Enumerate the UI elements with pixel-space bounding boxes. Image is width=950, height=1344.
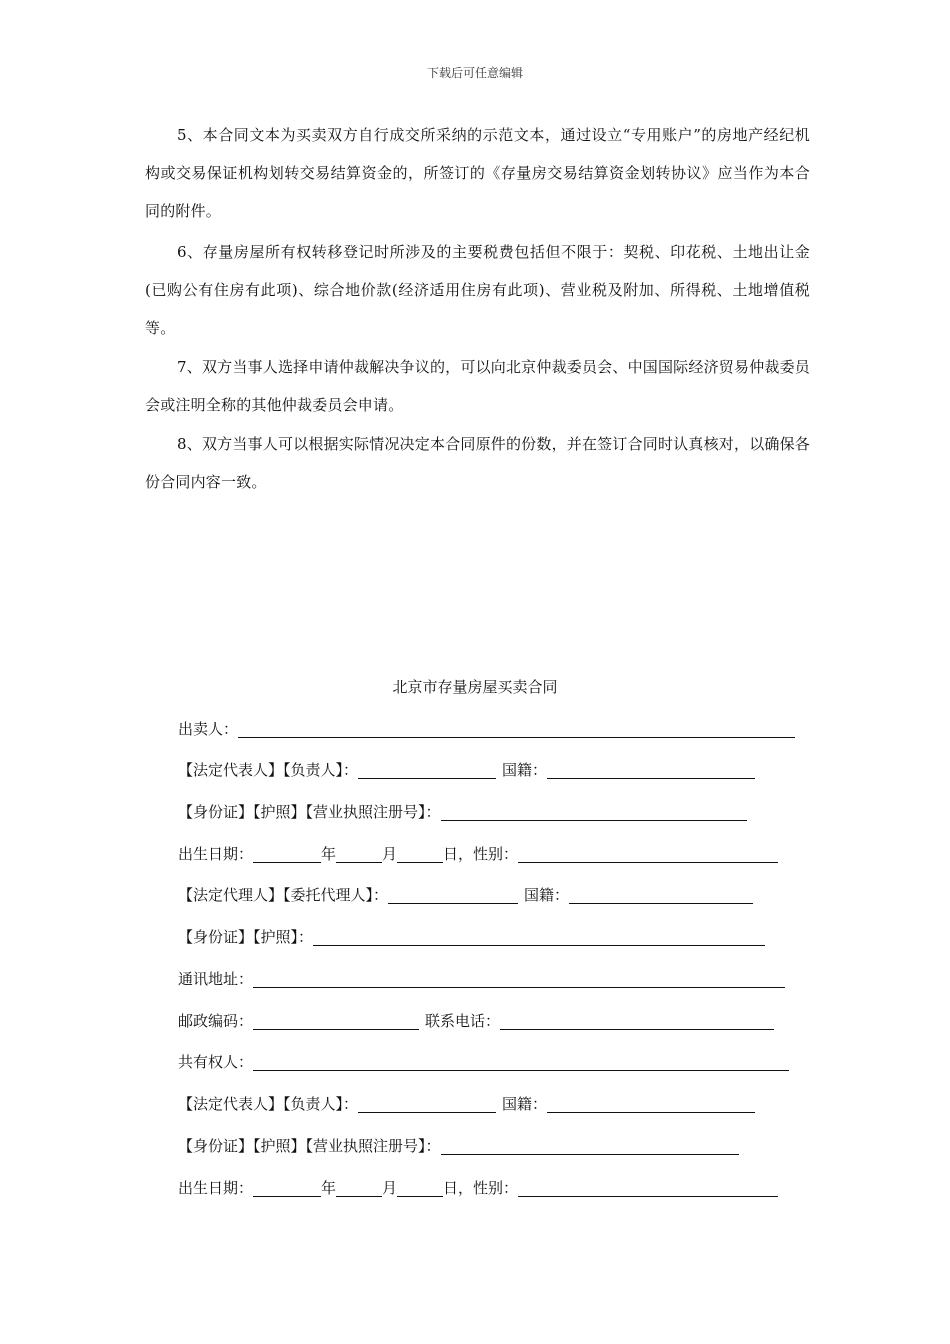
co-owner-label: 共有权人：	[178, 1053, 254, 1071]
co-nationality-label: 国籍：	[502, 1095, 548, 1113]
clause-7: 7、双方当事人选择申请仲裁解决争议的，可以向北京仲裁委员会、中国国际经济贸易仲裁委员会或注明全称的其他仲裁委员会申请。	[145, 358, 810, 414]
seller-id-row	[178, 801, 747, 823]
agent-id-label: 【身份证】【护照】：	[178, 928, 314, 946]
phone-field[interactable]	[500, 1012, 774, 1030]
co-birth-month-field[interactable]	[336, 1179, 382, 1197]
co-id-docs-label: 【身份证】【护照】【营业执照注册号】：	[178, 1137, 441, 1155]
clause-5: 5、本合同文本为买卖双方自行成交所采纳的示范文本，通过设立“专用账户”的房地产经纪机构或交易保证机构划转交易结算资金的，所签订的《存量房交易结算资金划转协议》应当作为本合同的附件。	[145, 126, 810, 220]
postcode-phone-row	[178, 1010, 774, 1032]
co-nationality-field[interactable]	[547, 1095, 755, 1113]
contract-title: 北京市存量房屋买卖合同	[392, 678, 558, 696]
co-day-gender-label: 日，性别：	[443, 1179, 519, 1197]
agent-id-field[interactable]	[313, 928, 765, 946]
postcode-field[interactable]	[253, 1012, 419, 1030]
id-docs-field[interactable]	[441, 803, 747, 821]
id-docs-label: 【身份证】【护照】【营业执照注册号】：	[178, 803, 441, 821]
co-gender-field[interactable]	[518, 1179, 778, 1197]
agent-nationality-field[interactable]	[569, 886, 753, 904]
agent-id-row	[178, 926, 765, 948]
gender-field[interactable]	[518, 845, 778, 863]
postcode-label: 邮政编码：	[178, 1012, 254, 1030]
agent-nationality-label: 国籍：	[524, 886, 570, 904]
page-header: 下载后可任意编辑	[426, 66, 523, 80]
co-owner-id-row	[178, 1135, 739, 1157]
clause-8: 8、双方当事人可以根据实际情况决定本合同原件的份数，并在签订合同时认真核对，以确保各份合同内容一致。	[145, 435, 810, 491]
co-legal-rep-field[interactable]	[358, 1095, 496, 1113]
co-month-label: 月	[382, 1179, 398, 1197]
birth-label: 出生日期：	[178, 845, 254, 863]
birth-month-field[interactable]	[336, 845, 382, 863]
day-gender-label: 日，性别：	[443, 845, 519, 863]
seller-birth-row	[178, 843, 778, 865]
co-owner-legal-rep-row	[178, 1093, 755, 1115]
phone-label: 联系电话：	[425, 1012, 501, 1030]
co-birth-label: 出生日期：	[178, 1179, 254, 1197]
seller-label: 出卖人：	[178, 720, 239, 738]
seller-field[interactable]	[238, 720, 795, 738]
co-owner-row	[178, 1051, 789, 1073]
co-owner-birth-row	[178, 1177, 778, 1199]
legal-rep-label: 【法定代表人】【负责人】：	[178, 761, 359, 779]
address-label: 通讯地址：	[178, 970, 254, 988]
co-birth-year-field[interactable]	[253, 1179, 321, 1197]
co-birth-day-field[interactable]	[397, 1179, 443, 1197]
seller-row	[178, 718, 795, 740]
co-id-docs-field[interactable]	[441, 1137, 739, 1155]
address-row	[178, 968, 785, 990]
agent-label: 【法定代理人】【委托代理人】：	[178, 886, 389, 904]
birth-day-field[interactable]	[397, 845, 443, 863]
year-label: 年	[321, 845, 337, 863]
month-label: 月	[382, 845, 398, 863]
co-owner-field[interactable]	[253, 1053, 789, 1071]
co-legal-rep-label: 【法定代表人】【负责人】：	[178, 1095, 359, 1113]
birth-year-field[interactable]	[253, 845, 321, 863]
nationality-label: 国籍：	[502, 761, 548, 779]
clause-6: 6、存量房屋所有权转移登记时所涉及的主要税费包括但不限于：契税、印花税、土地出让金(已购公有住房有此项)、综合地价款(经济适用住房有此项)、营业税及附加、所得税、土地增值税等。	[145, 243, 810, 337]
agent-row	[178, 884, 753, 906]
co-year-label: 年	[321, 1179, 337, 1197]
nationality-field[interactable]	[547, 761, 755, 779]
legal-rep-field[interactable]	[358, 761, 496, 779]
address-field[interactable]	[253, 970, 785, 988]
seller-legal-rep-row	[178, 759, 755, 781]
agent-field[interactable]	[388, 886, 518, 904]
